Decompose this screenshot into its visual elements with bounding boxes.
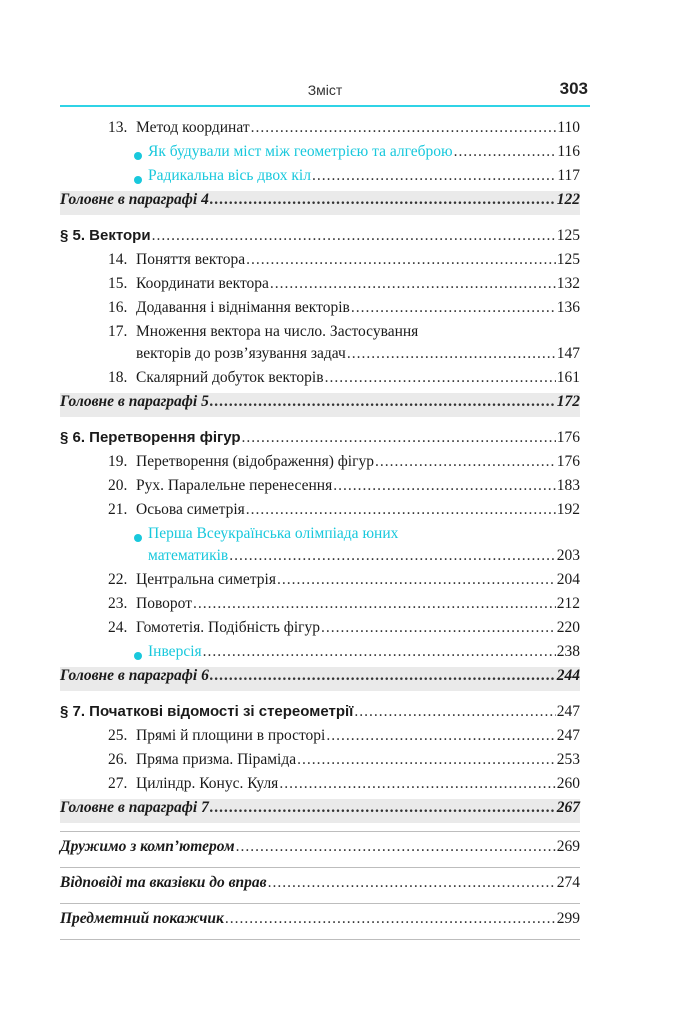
toc-summary-5[interactable] [60, 393, 580, 417]
entry-page: 247 [556, 703, 580, 720]
leader-dots [354, 703, 555, 721]
leader-dots [210, 191, 556, 209]
leader-dots [351, 299, 556, 317]
leader-dots [321, 619, 556, 637]
toc-summary-6[interactable] [60, 667, 580, 691]
entry-title: Додавання і віднімання векторів [136, 299, 350, 316]
entry-page: 172 [556, 393, 580, 410]
divider [60, 939, 580, 940]
toc-entry-bridge[interactable] [60, 143, 580, 167]
entry-number: 23. [108, 595, 128, 612]
entry-number: 22. [108, 571, 128, 588]
entry-number: 26. [108, 751, 128, 768]
entry-page: 204 [556, 571, 580, 588]
toc-extra-computer[interactable] [60, 838, 580, 862]
entry-page: 244 [556, 667, 580, 684]
entry-page: 267 [556, 799, 580, 816]
entry-title: Координати вектора [136, 275, 269, 292]
entry-title: Перша Всеукраїнська олімпіада юних [148, 525, 399, 542]
toc-extra-index[interactable] [60, 910, 580, 934]
entry-page: 136 [556, 299, 580, 316]
leader-dots [333, 477, 556, 495]
leader-dots [236, 838, 556, 856]
entry-page: 192 [556, 501, 580, 518]
toc-entry-13[interactable] [60, 119, 580, 143]
leader-dots [251, 119, 557, 137]
entry-title: Предметний покажчик [60, 910, 224, 927]
entry-number: 14. [108, 251, 128, 268]
divider [60, 903, 580, 904]
leader-dots [325, 369, 556, 387]
leader-dots [152, 227, 556, 245]
entry-title: Перетворення (відображення) фігур [136, 453, 374, 470]
toc-entry-18[interactable] [60, 369, 580, 393]
entry-title: Головне в параграфі 7 [60, 799, 209, 816]
entry-page: 247 [556, 727, 580, 744]
entry-number: 25. [108, 727, 128, 744]
entry-title: Гомотетія. Подібність фігур [136, 619, 321, 636]
entry-title: Головне в параграфі 4 [60, 191, 209, 208]
section-title: § 7. Початкові відомості зі стереометрії [60, 703, 354, 720]
leader-dots [326, 727, 555, 745]
entry-page: 132 [556, 275, 580, 292]
leader-dots [297, 751, 556, 769]
entry-title: Поворот [136, 595, 192, 612]
leader-dots [277, 571, 556, 589]
entry-title: Поняття вектора [136, 251, 246, 268]
bullet-icon [134, 534, 142, 542]
header-page-number: 303 [559, 79, 588, 98]
entry-number: 17. [108, 323, 128, 340]
leader-dots [347, 345, 556, 363]
entry-page: 122 [556, 191, 580, 208]
entry-title: Осьова симетрія [136, 501, 245, 518]
entry-title: Циліндр. Конус. Куля [136, 775, 279, 792]
toc-entry-olympiad-line1[interactable] [60, 525, 580, 547]
entry-title: Як будували міст між геометрією та алгеброю [148, 143, 453, 160]
entry-title: Головне в параграфі 5 [60, 393, 209, 410]
toc-entry-15[interactable] [60, 275, 580, 299]
leader-dots [279, 775, 555, 793]
leader-dots [210, 393, 556, 411]
entry-page: 116 [557, 143, 580, 160]
entry-number: 15. [108, 275, 128, 292]
entry-page: 253 [556, 751, 580, 768]
entry-page: 125 [556, 227, 580, 244]
entry-page: 269 [556, 838, 580, 855]
entry-page: 176 [556, 429, 580, 446]
spacer [60, 215, 580, 227]
toc-entry-22[interactable] [60, 571, 580, 595]
entry-title: Радикальна вісь двох кіл [148, 167, 311, 184]
entry-title: Скалярний добуток векторів [136, 369, 324, 386]
entry-page: 260 [556, 775, 580, 792]
entry-number: 18. [108, 369, 128, 386]
leader-dots [454, 143, 557, 161]
entry-title: Пряма призма. Піраміда [136, 751, 297, 768]
toc-entry-radical-axis[interactable] [60, 167, 580, 191]
leader-dots [270, 275, 556, 293]
entry-page: 110 [557, 119, 580, 136]
header-title: Зміст [307, 82, 343, 98]
divider [60, 867, 580, 868]
toc-entry-21[interactable] [60, 501, 580, 525]
spacer [60, 417, 580, 429]
entry-page: 183 [556, 477, 580, 494]
entry-title: Інверсія [148, 643, 202, 660]
leader-dots [203, 643, 556, 661]
entry-number: 27. [108, 775, 128, 792]
entry-number: 24. [108, 619, 128, 636]
leader-dots [225, 910, 556, 928]
toc-summary-4[interactable] [60, 191, 580, 215]
entry-page: 274 [556, 874, 580, 891]
entry-title: Метод координат [136, 119, 250, 136]
entry-number: 20. [108, 477, 128, 494]
toc-entry-27[interactable] [60, 775, 580, 799]
entry-page: 125 [556, 251, 580, 268]
leader-dots [193, 595, 556, 613]
entry-title-cont: математиків [148, 547, 229, 564]
entry-number: 16. [108, 299, 128, 316]
entry-page: 203 [556, 547, 580, 564]
toc-section-7[interactable] [60, 703, 580, 727]
spacer [60, 691, 580, 703]
toc-entry-16[interactable] [60, 299, 580, 323]
entry-page: 238 [556, 643, 580, 660]
entry-title: Прямі й площини в просторі [136, 727, 326, 744]
leader-dots [242, 429, 556, 447]
toc-entry-17-line2[interactable] [60, 345, 580, 369]
entry-title: Відповіді та вказівки до вправ [60, 874, 267, 891]
leader-dots [312, 167, 556, 185]
entry-page: 161 [556, 369, 580, 386]
toc-entry-19[interactable] [60, 453, 580, 477]
leader-dots [246, 251, 556, 269]
page-header [60, 78, 590, 108]
entry-page: 147 [556, 345, 580, 362]
bullet-icon [134, 652, 142, 660]
entry-page: 220 [556, 619, 580, 636]
divider [60, 831, 580, 832]
entry-title: Дружимо з комп’ютером [60, 838, 235, 855]
section-title: § 6. Перетворення фігур [60, 429, 241, 446]
toc-section-6[interactable] [60, 429, 580, 453]
bullet-icon [134, 176, 142, 184]
bullet-icon [134, 152, 142, 160]
entry-number: 13. [108, 119, 128, 136]
entry-title-cont: векторів до розв’язування задач [136, 345, 346, 362]
entry-title: Центральна симетрія [136, 571, 276, 588]
leader-dots [229, 547, 556, 565]
leader-dots [246, 501, 556, 519]
toc-entry-inversion[interactable] [60, 643, 580, 667]
entry-page: 212 [556, 595, 580, 612]
entry-number: 19. [108, 453, 128, 470]
header-divider [60, 105, 590, 107]
table-of-contents [60, 119, 580, 946]
entry-number: 21. [108, 501, 128, 518]
toc-extra-answers[interactable] [60, 874, 580, 898]
toc-entry-25[interactable] [60, 727, 580, 751]
toc-entry-24[interactable] [60, 619, 580, 643]
toc-entry-17-line1[interactable] [60, 323, 580, 345]
section-title: § 5. Вектори [60, 227, 151, 244]
leader-dots [210, 667, 556, 685]
leader-dots [210, 799, 556, 817]
entry-page: 299 [556, 910, 580, 927]
toc-entry-26[interactable] [60, 751, 580, 775]
toc-entry-14[interactable] [60, 251, 580, 275]
toc-entry-20[interactable] [60, 477, 580, 501]
toc-entry-23[interactable] [60, 595, 580, 619]
entry-title: Головне в параграфі 6 [60, 667, 209, 684]
entry-page: 176 [556, 453, 580, 470]
toc-summary-7[interactable] [60, 799, 580, 823]
toc-section-5[interactable] [60, 227, 580, 251]
entry-title: Множення вектора на число. Застосування [136, 323, 419, 340]
entry-page: 117 [557, 167, 580, 184]
leader-dots [268, 874, 556, 892]
toc-entry-olympiad-line2[interactable] [60, 547, 580, 571]
entry-title: Рух. Паралельне перенесення [136, 477, 333, 494]
leader-dots [375, 453, 556, 471]
